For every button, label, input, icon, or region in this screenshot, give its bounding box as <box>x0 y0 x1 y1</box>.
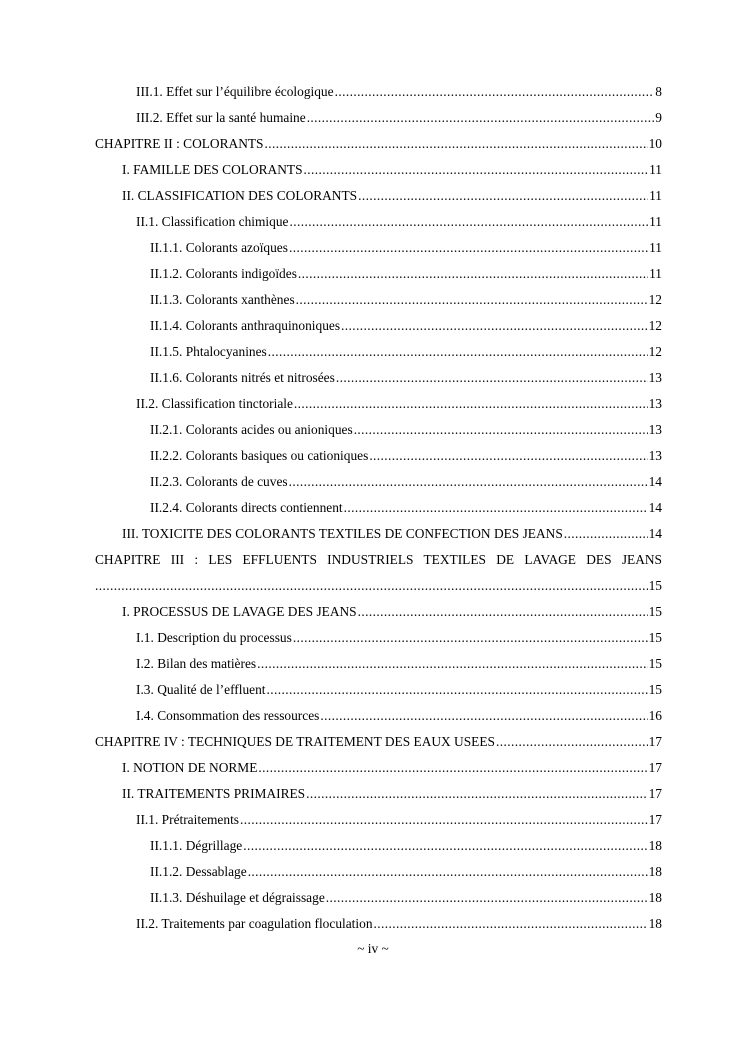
toc-entry-label: II.1.3. Colorants xanthènes <box>150 292 295 307</box>
table-of-contents <box>0 79 746 937</box>
toc-entry-page: 11 <box>649 240 662 255</box>
toc-entry-label: III.2. Effet sur la santé humaine <box>136 110 306 125</box>
toc-entry[interactable] <box>0 365 746 391</box>
toc-entry[interactable] <box>0 651 746 677</box>
dot-leader <box>304 157 649 183</box>
toc-entry-page: 15 <box>648 604 662 619</box>
toc-entry-label: II.1.3. Déshuilage et dégraissage <box>150 890 325 905</box>
toc-entry-page: 12 <box>648 344 662 359</box>
toc-entry-page: 17 <box>648 734 662 749</box>
page-number: ~ iv ~ <box>357 941 389 956</box>
dot-leader <box>335 79 655 105</box>
dot-leader <box>289 235 648 261</box>
dot-leader <box>496 729 648 755</box>
dot-leader <box>240 807 648 833</box>
toc-entry-chapter[interactable] <box>0 131 746 157</box>
toc-entry-label: I.2. Bilan des matières <box>136 656 257 671</box>
toc-entry-label: II.2. Classification tinctoriale <box>136 396 293 411</box>
toc-entry[interactable] <box>0 703 746 729</box>
toc-entry-label: II.2.4. Colorants directs contiennent <box>150 500 343 515</box>
toc-entry-label: I.4. Consommation des ressources <box>136 708 320 723</box>
toc-entry-page: 17 <box>648 760 662 775</box>
dot-leader <box>289 209 648 235</box>
dot-leader <box>257 651 647 677</box>
toc-entry[interactable] <box>0 859 746 885</box>
toc-entry-label: II.1.2. Colorants indigoïdes <box>150 266 297 281</box>
toc-entry-page: 11 <box>649 188 662 203</box>
toc-entry[interactable] <box>0 261 746 287</box>
toc-entry[interactable] <box>0 755 746 781</box>
toc-entry-label: II.1. Prétraitements <box>136 812 239 827</box>
toc-entry[interactable] <box>0 391 746 417</box>
toc-entry[interactable] <box>0 287 746 313</box>
toc-entry[interactable] <box>0 209 746 235</box>
toc-entry-label: CHAPITRE III : LES EFFLUENTS INDUSTRIELS TEXTILES DE LAVAGE DES JEANS <box>95 552 662 567</box>
toc-entry-page: 15 <box>648 578 662 593</box>
toc-entry[interactable] <box>0 443 746 469</box>
dot-leader <box>95 573 648 599</box>
toc-entry-page: 18 <box>648 890 662 905</box>
dot-leader <box>320 703 647 729</box>
dot-leader <box>344 495 648 521</box>
toc-entry-page: 18 <box>648 916 662 931</box>
toc-entry-page: 13 <box>648 396 662 411</box>
toc-entry[interactable] <box>0 625 746 651</box>
dot-leader <box>326 885 648 911</box>
toc-entry-page: 11 <box>649 214 662 229</box>
dot-leader <box>248 859 648 885</box>
toc-entry-label: II.1.2. Dessablage <box>150 864 247 879</box>
toc-entry[interactable] <box>0 313 746 339</box>
toc-entry[interactable] <box>0 495 746 521</box>
dot-leader <box>293 625 648 651</box>
toc-entry[interactable] <box>0 105 746 131</box>
toc-entry-label: CHAPITRE II : COLORANTS <box>95 136 264 151</box>
toc-entry[interactable] <box>0 911 746 937</box>
toc-entry[interactable] <box>0 677 746 703</box>
toc-entry[interactable] <box>0 79 746 105</box>
dot-leader <box>296 287 648 313</box>
toc-entry-page: 12 <box>648 292 662 307</box>
toc-entry-label: II.1. Classification chimique <box>136 214 289 229</box>
dot-leader <box>374 911 648 937</box>
toc-entry[interactable] <box>0 235 746 261</box>
toc-entry-label: I. PROCESSUS DE LAVAGE DES JEANS <box>122 604 357 619</box>
toc-entry[interactable] <box>0 157 746 183</box>
toc-entry-page: 14 <box>648 500 662 515</box>
dot-leader <box>258 755 647 781</box>
dot-leader <box>307 105 655 131</box>
toc-entry-page: 11 <box>649 162 662 177</box>
toc-entry[interactable] <box>0 521 746 547</box>
dot-leader <box>267 677 648 703</box>
toc-entry-page: 16 <box>648 708 662 723</box>
toc-entry[interactable] <box>0 339 746 365</box>
dot-leader <box>306 781 647 807</box>
toc-entry[interactable] <box>0 807 746 833</box>
toc-entry-page: 14 <box>648 526 662 541</box>
toc-entry-label: II.1.4. Colorants anthraquinoniques <box>150 318 341 333</box>
dot-leader <box>298 261 648 287</box>
toc-entry-label: II.1.1. Dégrillage <box>150 838 243 853</box>
toc-entry-page: 8 <box>655 84 662 99</box>
dot-leader <box>336 365 648 391</box>
toc-entry-chapter[interactable] <box>0 547 746 573</box>
toc-entry-label: I.3. Qualité de l’effluent <box>136 682 266 697</box>
toc-entry-continuation[interactable] <box>0 573 746 599</box>
toc-entry-label: I. NOTION DE NORME <box>122 760 258 775</box>
dot-leader <box>265 131 648 157</box>
toc-entry-page: 18 <box>648 864 662 879</box>
toc-entry-label: II.2.2. Colorants basiques ou cationiques <box>150 448 369 463</box>
dot-leader <box>358 183 648 209</box>
toc-entry-label: I. FAMILLE DES COLORANTS <box>122 162 303 177</box>
toc-entry-label: II.2.3. Colorants de cuves <box>150 474 288 489</box>
toc-entry-page: 13 <box>648 448 662 463</box>
toc-entry[interactable] <box>0 781 746 807</box>
toc-entry[interactable] <box>0 183 746 209</box>
toc-entry-page: 18 <box>648 838 662 853</box>
toc-entry-page: 11 <box>649 266 662 281</box>
toc-entry-page: 15 <box>648 682 662 697</box>
toc-entry-label: II. TRAITEMENTS PRIMAIRES <box>122 786 306 801</box>
toc-entry-page: 12 <box>648 318 662 333</box>
dot-leader <box>289 469 648 495</box>
dot-leader <box>243 833 647 859</box>
toc-entry[interactable] <box>0 469 746 495</box>
toc-entry-label: II.2. Traitements par coagulation floculation <box>136 916 373 931</box>
toc-entry-chapter[interactable] <box>0 729 746 755</box>
toc-entry-page: 10 <box>648 136 662 151</box>
dot-leader <box>268 339 648 365</box>
toc-entry[interactable] <box>0 885 746 911</box>
toc-entry-label: CHAPITRE IV : TECHNIQUES DE TRAITEMENT DES EAUX USEES <box>95 734 495 749</box>
dot-leader <box>564 521 648 547</box>
toc-entry-label: II. CLASSIFICATION DES COLORANTS <box>122 188 358 203</box>
toc-entry-page: 15 <box>648 630 662 645</box>
toc-entry-label: II.1.5. Phtalocyanines <box>150 344 267 359</box>
toc-entry-label: III. TOXICITE DES COLORANTS TEXTILES DE CONFECTION DES JEANS <box>122 526 563 541</box>
toc-entry-label: I.1. Description du processus <box>136 630 292 645</box>
toc-entry-label: II.1.1. Colorants azoïques <box>150 240 288 255</box>
toc-entry[interactable] <box>0 833 746 859</box>
toc-entry-page: 14 <box>648 474 662 489</box>
toc-entry-page: 9 <box>655 110 662 125</box>
toc-entry-label: III.1. Effet sur l’équilibre écologique <box>136 84 334 99</box>
dot-leader <box>358 599 648 625</box>
dot-leader <box>369 443 647 469</box>
toc-entry-label: II.2.1. Colorants acides ou anioniques <box>150 422 353 437</box>
dot-leader <box>294 391 648 417</box>
toc-entry[interactable] <box>0 599 746 625</box>
toc-entry-page: 15 <box>648 656 662 671</box>
toc-entry-page: 13 <box>648 422 662 437</box>
toc-entry-label: II.1.6. Colorants nitrés et nitrosées <box>150 370 335 385</box>
toc-entry-page: 17 <box>648 786 662 801</box>
dot-leader <box>354 417 648 443</box>
dot-leader <box>341 313 648 339</box>
toc-entry-page: 13 <box>648 370 662 385</box>
toc-entry[interactable] <box>0 417 746 443</box>
toc-entry-page: 17 <box>648 812 662 827</box>
